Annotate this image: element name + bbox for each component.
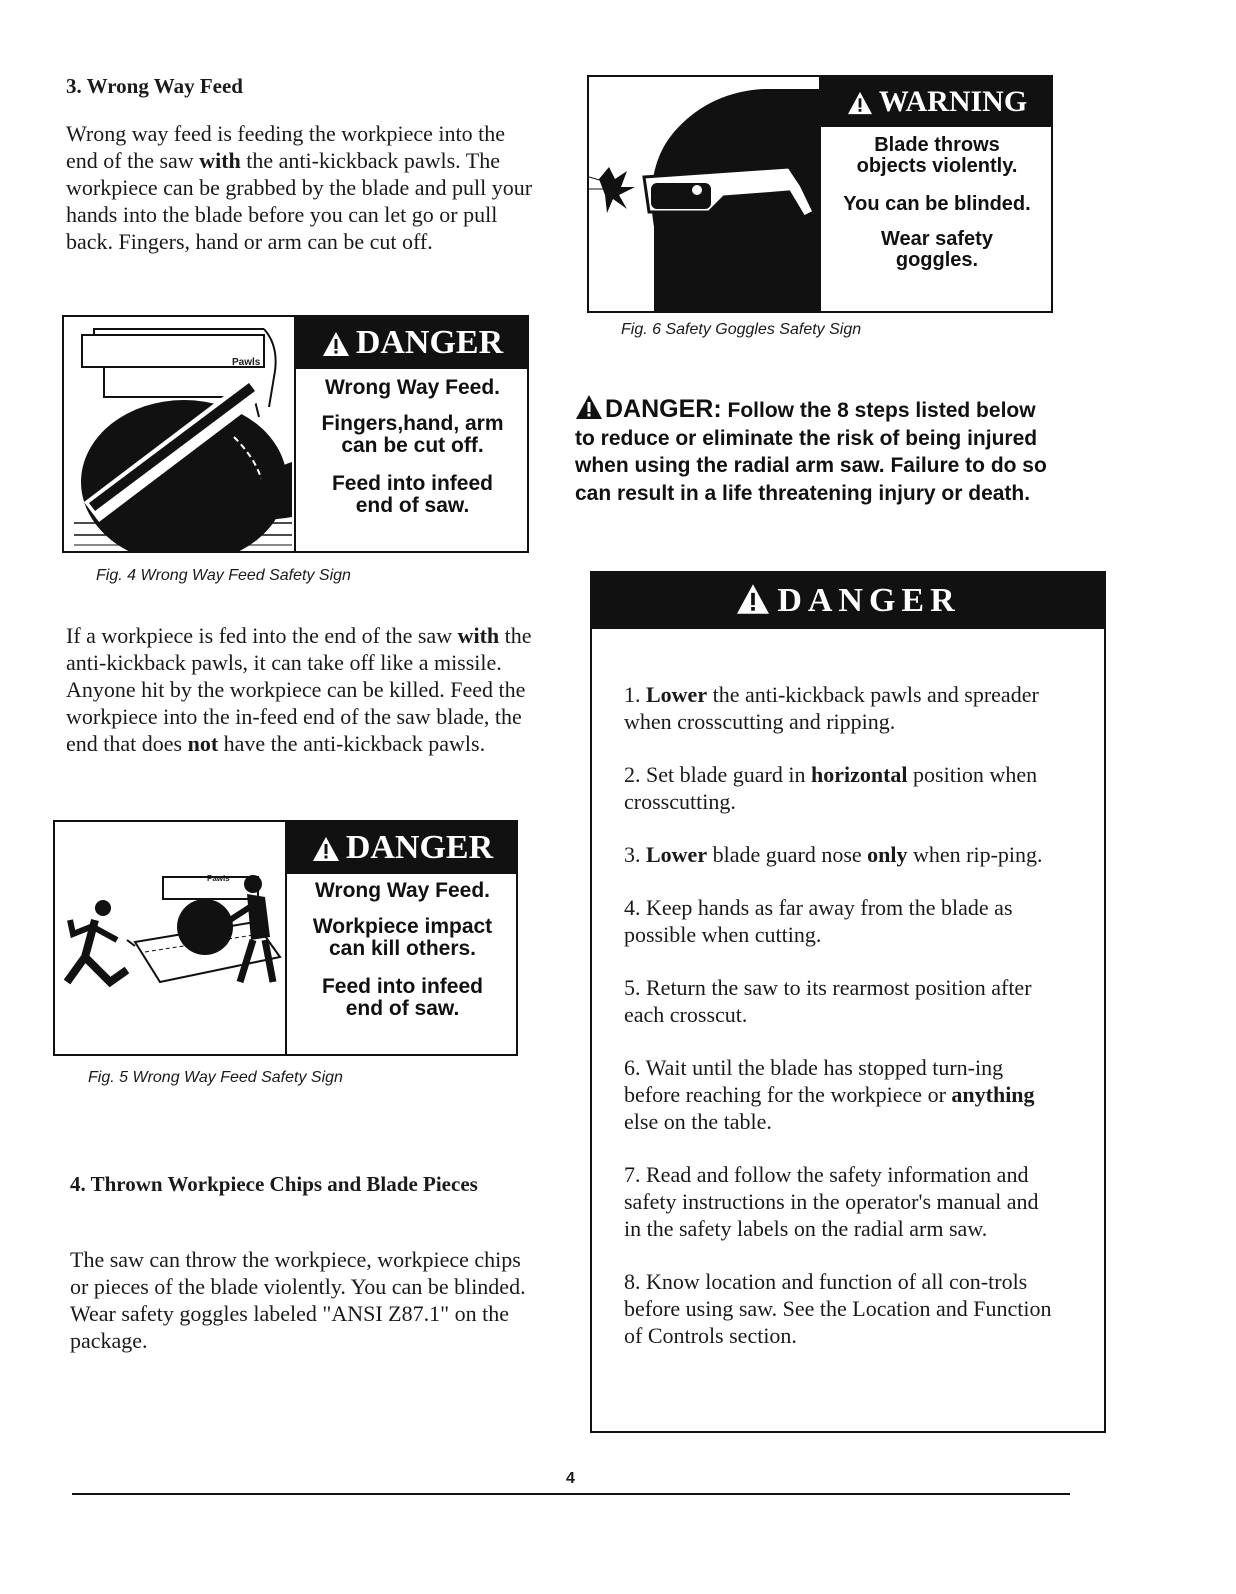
- section-title-wrong-way: 3. Wrong Way Feed: [66, 74, 243, 98]
- warning-triangle-icon: [322, 331, 350, 357]
- fig5-line3: Feed into infeed end of saw.: [321, 975, 483, 1020]
- warning-triangle-icon: [575, 394, 603, 420]
- thrown-workpiece-illustration: [55, 822, 285, 1054]
- fig4-header-text: DANGER: [355, 324, 504, 361]
- missile-text-3: have the anti-kickback pawls.: [223, 731, 486, 756]
- fig4-sign-header: [296, 317, 529, 369]
- step-1: 1. Lower the anti-kickback pawls and spreader when crosscutting and ripping.: [624, 682, 1039, 734]
- step-8: 8. Know location and function of all con-trols before using saw. See the Location and Function of Controls section.: [624, 1269, 1052, 1348]
- missile-text-2: the anti-kickback pawls, it can take off like a missile. Anyone hit by the workpiece can be killed. Feed the workpiece into the in-feed end of the saw blade, the end that does: [66, 623, 532, 756]
- fig5-line2: Workpiece impact can kill others.: [312, 915, 493, 960]
- step-6: 6. Wait until the blade has stopped turn-ing before reaching for the workpiece or anything else on the table.: [624, 1055, 1035, 1134]
- fig4-line3: Feed into infeed end of saw.: [331, 472, 493, 517]
- fig5-sign-header: [287, 822, 518, 874]
- fig6-header-text: WARNING: [878, 85, 1028, 118]
- missile-emphasis-2: not: [187, 731, 219, 756]
- fig6-warning-sign: [587, 75, 1053, 313]
- section-title-thrown: 4. Thrown Workpiece Chips and Blade Pieces: [70, 1172, 478, 1196]
- safety-goggles-illustration: [589, 77, 821, 311]
- fig5-danger-sign: [53, 820, 518, 1056]
- fig4-sign-panel: [294, 317, 529, 551]
- step-3: 3. Lower blade guard nose only when rip-ping.: [624, 842, 1043, 867]
- fig5-caption: Fig. 5 Wrong Way Feed Safety Sign: [88, 1069, 343, 1086]
- step-5: 5. Return the saw to its rearmost position after each crosscut.: [624, 975, 1032, 1027]
- fig4-danger-sign: [62, 315, 529, 553]
- wrong-way-paragraph: [66, 120, 536, 255]
- fig6-line3: Wear safety goggles.: [881, 228, 993, 271]
- step-7: 7. Read and follow the safety information and safety instructions in the operator's manual and in the safety labels on the radial arm saw.: [624, 1162, 1039, 1241]
- fig5-header-text: DANGER: [345, 829, 494, 866]
- step-2: 2. Set blade guard in horizontal position when crosscutting.: [624, 762, 1038, 814]
- missile-paragraph: [66, 622, 536, 757]
- missile-text-1: If a workpiece is fed into the end of the saw: [66, 623, 453, 648]
- danger-steps-list: [592, 629, 1104, 1349]
- step-4: 4. Keep hands as far away from the blade as possible when cutting.: [624, 895, 1013, 947]
- footer-rule: [72, 1493, 1070, 1495]
- fig6-sign-header: [821, 77, 1053, 127]
- fig5-line1: Wrong Way Feed.: [314, 879, 490, 902]
- fig4-line1: Wrong Way Feed.: [324, 376, 500, 399]
- fig6-caption: Fig. 6 Safety Goggles Safety Sign: [621, 321, 862, 338]
- fig6-line1: Blade throws objects violently.: [856, 134, 1018, 177]
- danger-intro-label: DANGER:: [605, 395, 722, 423]
- fig4-caption: Fig. 4 Wrong Way Feed Safety Sign: [96, 567, 351, 584]
- missile-emphasis-1: with: [457, 623, 500, 648]
- danger-steps-box: [590, 571, 1106, 1433]
- danger-steps-header-text: DANGER: [777, 582, 961, 619]
- danger-intro-text: Follow the 8 steps listed below to reduce or eliminate the risk of being injured when using the radial arm saw. Failure to do so can result in a life threatening injury or death.: [575, 399, 1047, 505]
- fig6-line2: You can be blinded.: [843, 193, 1031, 215]
- pawls-label-fig5: Pawls: [207, 874, 230, 883]
- fig5-sign-panel: [285, 822, 518, 1054]
- warning-triangle-icon: [312, 836, 340, 862]
- danger-intro: [575, 394, 1055, 507]
- pawls-label: Pawls: [232, 357, 261, 368]
- page-number: 4: [566, 1470, 575, 1487]
- wrong-way-text-1: Wrong way feed is feeding the workpiece into the end of the saw: [66, 121, 505, 173]
- warning-triangle-icon: [847, 91, 873, 115]
- fig4-line2: Fingers,hand, arm can be cut off.: [321, 412, 504, 457]
- fig6-sign-panel: [819, 77, 1053, 311]
- wrong-way-emphasis: with: [199, 148, 241, 173]
- wrong-way-text-2: the anti-kickback pawls. The workpiece can be grabbed by the blade and pull your hands into the blade before you can let go or pull back. Fingers, hand or arm can be cut off.: [66, 148, 533, 254]
- wrong-way-feed-illustration: [64, 317, 292, 551]
- danger-steps-header: [592, 573, 1104, 629]
- warning-triangle-icon: [735, 583, 771, 615]
- thrown-paragraph: The saw can throw the workpiece, workpiece chips or pieces of the blade violently. You can be blinded. Wear safety goggles labeled "ANSI Z87.1" on the package.: [70, 1247, 526, 1353]
